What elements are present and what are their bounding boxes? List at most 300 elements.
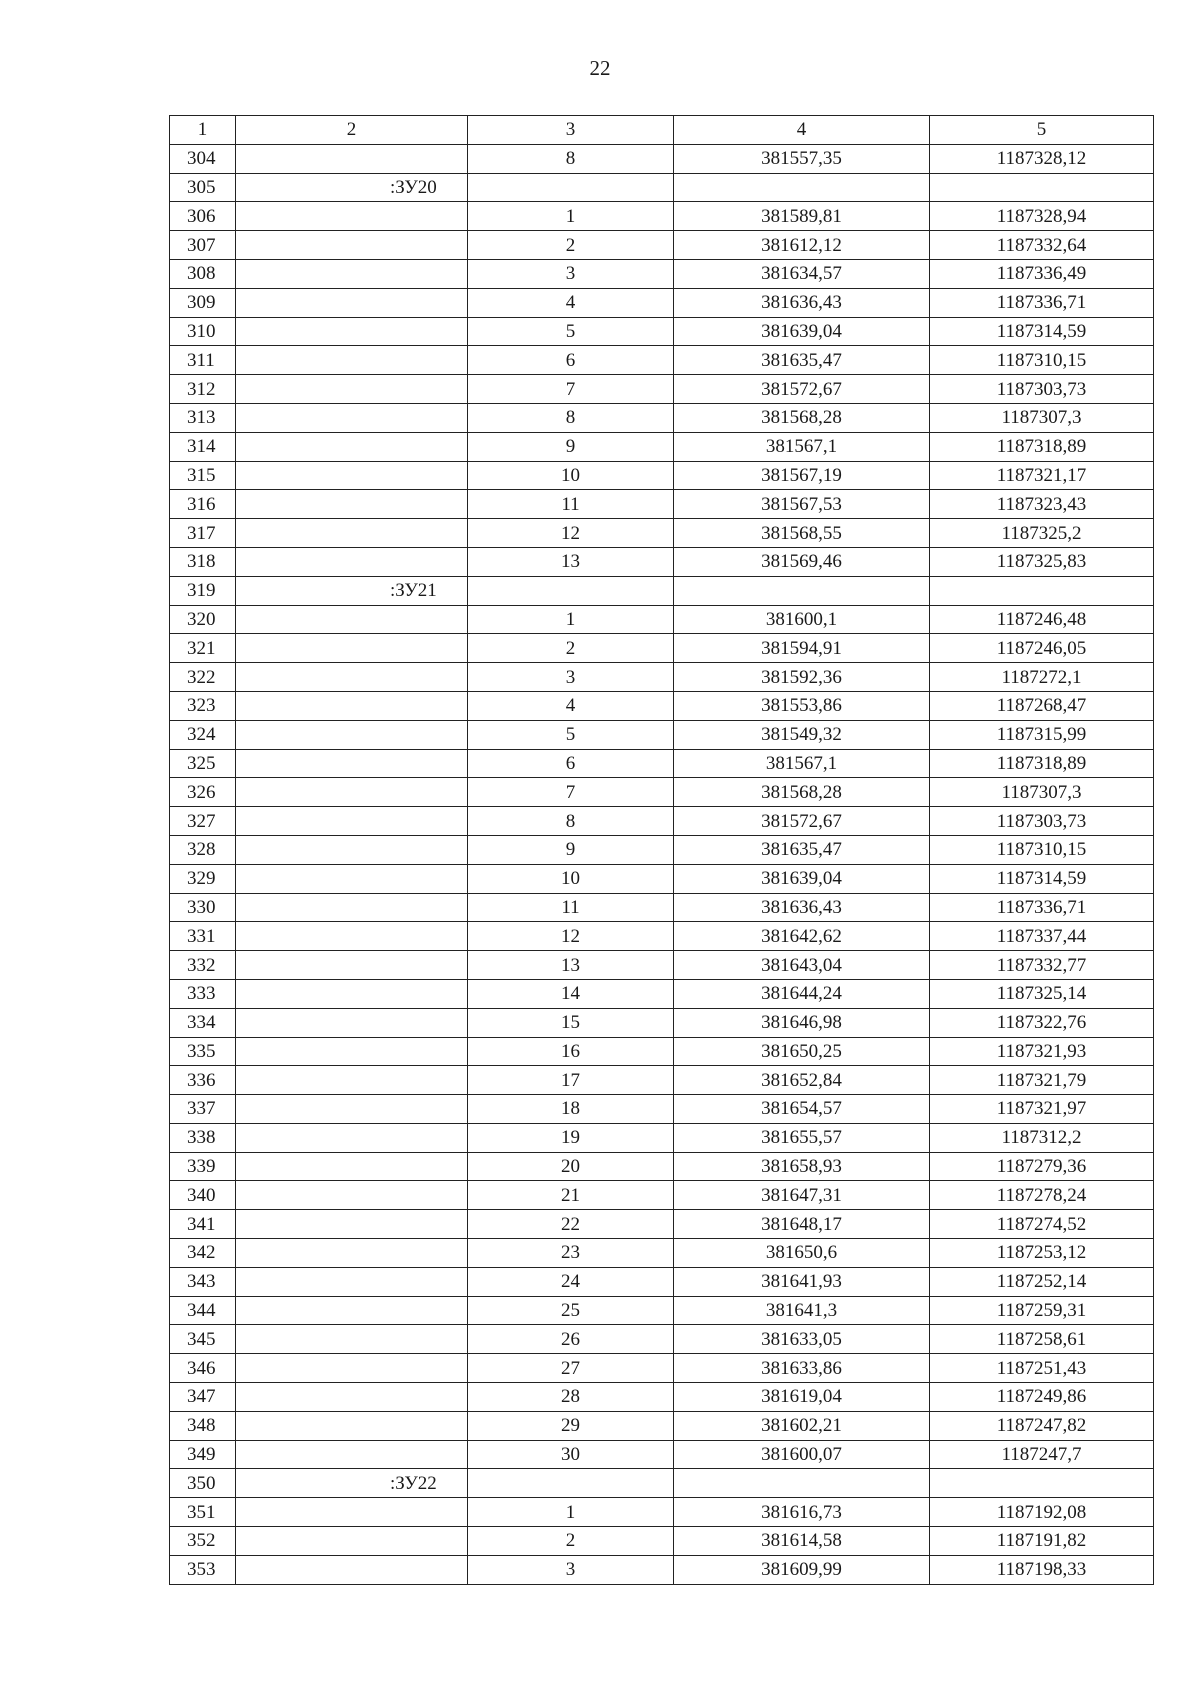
row-number-cell: 314 xyxy=(170,432,236,461)
x-coordinate-cell: 381589,81 xyxy=(674,202,930,231)
row-number-cell: 341 xyxy=(170,1210,236,1239)
parcel-cell xyxy=(236,605,468,634)
y-coordinate-cell: 1187336,71 xyxy=(930,288,1154,317)
row-number-cell: 349 xyxy=(170,1440,236,1469)
x-coordinate-cell: 381592,36 xyxy=(674,663,930,692)
point-number-cell: 12 xyxy=(468,519,674,548)
parcel-cell xyxy=(236,1440,468,1469)
table-row xyxy=(170,375,1154,404)
x-coordinate-cell: 381658,93 xyxy=(674,1152,930,1181)
y-coordinate-cell: 1187321,93 xyxy=(930,1037,1154,1066)
row-number-cell: 347 xyxy=(170,1383,236,1412)
point-number-cell: 2 xyxy=(468,231,674,260)
table-row xyxy=(170,1498,1154,1527)
table-row xyxy=(170,807,1154,836)
table-row xyxy=(170,461,1154,490)
point-number-cell: 14 xyxy=(468,979,674,1008)
table-row xyxy=(170,1210,1154,1239)
parcel-cell xyxy=(236,1498,468,1527)
parcel-cell xyxy=(236,346,468,375)
point-number-cell: 22 xyxy=(468,1210,674,1239)
table-header xyxy=(170,116,1154,145)
row-number-cell: 332 xyxy=(170,951,236,980)
row-number-cell: 319 xyxy=(170,576,236,605)
parcel-cell xyxy=(236,778,468,807)
parcel-cell: :ЗУ21 xyxy=(236,576,468,605)
table-row xyxy=(170,922,1154,951)
y-coordinate-cell: 1187332,77 xyxy=(930,951,1154,980)
y-coordinate-cell: 1187325,2 xyxy=(930,519,1154,548)
row-number-cell: 330 xyxy=(170,893,236,922)
x-coordinate-cell: 381635,47 xyxy=(674,346,930,375)
table-body xyxy=(170,144,1154,1584)
table-row xyxy=(170,173,1154,202)
y-coordinate-cell: 1187332,64 xyxy=(930,231,1154,260)
x-coordinate-cell: 381636,43 xyxy=(674,893,930,922)
x-coordinate-cell: 381650,25 xyxy=(674,1037,930,1066)
parcel-cell xyxy=(236,922,468,951)
row-number-cell: 312 xyxy=(170,375,236,404)
point-number-cell: 10 xyxy=(468,461,674,490)
row-number-cell: 345 xyxy=(170,1325,236,1354)
y-coordinate-cell: 1187259,31 xyxy=(930,1296,1154,1325)
table-row xyxy=(170,288,1154,317)
table-row xyxy=(170,1383,1154,1412)
table-row xyxy=(170,547,1154,576)
y-coordinate-cell: 1187325,83 xyxy=(930,547,1154,576)
y-coordinate-cell: 1187321,79 xyxy=(930,1066,1154,1095)
parcel-cell xyxy=(236,979,468,1008)
x-coordinate-cell: 381557,35 xyxy=(674,144,930,173)
row-number-cell: 335 xyxy=(170,1037,236,1066)
point-number-cell: 5 xyxy=(468,317,674,346)
y-coordinate-cell: 1187336,49 xyxy=(930,259,1154,288)
x-coordinate-cell xyxy=(674,576,930,605)
parcel-cell xyxy=(236,547,468,576)
table-row xyxy=(170,1527,1154,1556)
point-number-cell: 17 xyxy=(468,1066,674,1095)
point-number-cell: 30 xyxy=(468,1440,674,1469)
x-coordinate-cell: 381655,57 xyxy=(674,1123,930,1152)
table-row xyxy=(170,893,1154,922)
y-coordinate-cell: 1187318,89 xyxy=(930,749,1154,778)
x-coordinate-cell: 381639,04 xyxy=(674,317,930,346)
x-coordinate-cell: 381647,31 xyxy=(674,1181,930,1210)
point-number-cell: 1 xyxy=(468,202,674,231)
y-coordinate-cell: 1187328,94 xyxy=(930,202,1154,231)
row-number-cell: 337 xyxy=(170,1095,236,1124)
row-number-cell: 304 xyxy=(170,144,236,173)
y-coordinate-cell: 1187258,61 xyxy=(930,1325,1154,1354)
point-number-cell: 2 xyxy=(468,1527,674,1556)
header-cell-2: 2 xyxy=(236,116,468,145)
y-coordinate-cell: 1187315,99 xyxy=(930,720,1154,749)
y-coordinate-cell xyxy=(930,1469,1154,1498)
table-row xyxy=(170,1411,1154,1440)
x-coordinate-cell: 381636,43 xyxy=(674,288,930,317)
parcel-cell xyxy=(236,461,468,490)
x-coordinate-cell: 381567,53 xyxy=(674,490,930,519)
row-number-cell: 311 xyxy=(170,346,236,375)
row-number-cell: 350 xyxy=(170,1469,236,1498)
x-coordinate-cell xyxy=(674,1469,930,1498)
y-coordinate-cell: 1187268,47 xyxy=(930,691,1154,720)
point-number-cell: 23 xyxy=(468,1239,674,1268)
x-coordinate-cell: 381652,84 xyxy=(674,1066,930,1095)
row-number-cell: 317 xyxy=(170,519,236,548)
parcel-cell: :ЗУ22 xyxy=(236,1469,468,1498)
point-number-cell: 29 xyxy=(468,1411,674,1440)
x-coordinate-cell: 381567,1 xyxy=(674,432,930,461)
x-coordinate-cell xyxy=(674,173,930,202)
row-number-cell: 348 xyxy=(170,1411,236,1440)
row-number-cell: 309 xyxy=(170,288,236,317)
parcel-cell xyxy=(236,259,468,288)
point-number-cell: 12 xyxy=(468,922,674,951)
x-coordinate-cell: 381602,21 xyxy=(674,1411,930,1440)
header-cell-4: 4 xyxy=(674,116,930,145)
x-coordinate-cell: 381648,17 xyxy=(674,1210,930,1239)
y-coordinate-cell: 1187310,15 xyxy=(930,346,1154,375)
y-coordinate-cell: 1187303,73 xyxy=(930,807,1154,836)
y-coordinate-cell: 1187274,52 xyxy=(930,1210,1154,1239)
y-coordinate-cell: 1187337,44 xyxy=(930,922,1154,951)
parcel-cell xyxy=(236,288,468,317)
y-coordinate-cell: 1187314,59 xyxy=(930,317,1154,346)
point-number-cell: 11 xyxy=(468,893,674,922)
parcel-cell xyxy=(236,1123,468,1152)
x-coordinate-cell: 381594,91 xyxy=(674,634,930,663)
y-coordinate-cell: 1187322,76 xyxy=(930,1008,1154,1037)
parcel-cell xyxy=(236,1210,468,1239)
point-number-cell: 5 xyxy=(468,720,674,749)
y-coordinate-cell: 1187272,1 xyxy=(930,663,1154,692)
row-number-cell: 328 xyxy=(170,835,236,864)
parcel-cell xyxy=(236,432,468,461)
row-number-cell: 338 xyxy=(170,1123,236,1152)
parcel-cell xyxy=(236,663,468,692)
point-number-cell: 24 xyxy=(468,1267,674,1296)
point-number-cell: 16 xyxy=(468,1037,674,1066)
parcel-cell xyxy=(236,144,468,173)
row-number-cell: 310 xyxy=(170,317,236,346)
x-coordinate-cell: 381634,57 xyxy=(674,259,930,288)
parcel-cell xyxy=(236,634,468,663)
parcel-cell xyxy=(236,1267,468,1296)
row-number-cell: 352 xyxy=(170,1527,236,1556)
row-number-cell: 344 xyxy=(170,1296,236,1325)
parcel-cell xyxy=(236,1239,468,1268)
row-number-cell: 334 xyxy=(170,1008,236,1037)
point-number-cell: 9 xyxy=(468,835,674,864)
parcel-cell xyxy=(236,691,468,720)
parcel-cell xyxy=(236,1555,468,1584)
table-row xyxy=(170,720,1154,749)
table-row xyxy=(170,864,1154,893)
parcel-cell xyxy=(236,519,468,548)
point-number-cell: 6 xyxy=(468,346,674,375)
row-number-cell: 315 xyxy=(170,461,236,490)
parcel-cell xyxy=(236,1066,468,1095)
parcel-cell xyxy=(236,1296,468,1325)
x-coordinate-cell: 381650,6 xyxy=(674,1239,930,1268)
header-cell-5: 5 xyxy=(930,116,1154,145)
x-coordinate-cell: 381549,32 xyxy=(674,720,930,749)
point-number-cell: 3 xyxy=(468,1555,674,1584)
point-number-cell: 8 xyxy=(468,144,674,173)
point-number-cell: 3 xyxy=(468,663,674,692)
point-number-cell: 19 xyxy=(468,1123,674,1152)
x-coordinate-cell: 381568,55 xyxy=(674,519,930,548)
row-number-cell: 322 xyxy=(170,663,236,692)
parcel-cell: :ЗУ20 xyxy=(236,173,468,202)
table-row xyxy=(170,519,1154,548)
table-row xyxy=(170,634,1154,663)
table-row xyxy=(170,1152,1154,1181)
table-row xyxy=(170,778,1154,807)
y-coordinate-cell xyxy=(930,576,1154,605)
x-coordinate-cell: 381612,12 xyxy=(674,231,930,260)
point-number-cell: 11 xyxy=(468,490,674,519)
table-row xyxy=(170,346,1154,375)
x-coordinate-cell: 381642,62 xyxy=(674,922,930,951)
table-row xyxy=(170,1095,1154,1124)
x-coordinate-cell: 381600,07 xyxy=(674,1440,930,1469)
x-coordinate-cell: 381635,47 xyxy=(674,835,930,864)
table-row xyxy=(170,403,1154,432)
parcel-cell xyxy=(236,375,468,404)
point-number-cell: 2 xyxy=(468,634,674,663)
table-row xyxy=(170,979,1154,1008)
row-number-cell: 306 xyxy=(170,202,236,231)
x-coordinate-cell: 381639,04 xyxy=(674,864,930,893)
x-coordinate-cell: 381644,24 xyxy=(674,979,930,1008)
coordinates-table xyxy=(169,115,1154,1585)
row-number-cell: 326 xyxy=(170,778,236,807)
x-coordinate-cell: 381633,05 xyxy=(674,1325,930,1354)
row-number-cell: 323 xyxy=(170,691,236,720)
row-number-cell: 307 xyxy=(170,231,236,260)
x-coordinate-cell: 381614,58 xyxy=(674,1527,930,1556)
row-number-cell: 327 xyxy=(170,807,236,836)
x-coordinate-cell: 381569,46 xyxy=(674,547,930,576)
point-number-cell: 13 xyxy=(468,951,674,980)
parcel-cell xyxy=(236,893,468,922)
y-coordinate-cell: 1187336,71 xyxy=(930,893,1154,922)
point-number-cell: 9 xyxy=(468,432,674,461)
row-number-cell: 342 xyxy=(170,1239,236,1268)
parcel-cell xyxy=(236,231,468,260)
x-coordinate-cell: 381553,86 xyxy=(674,691,930,720)
point-number-cell: 20 xyxy=(468,1152,674,1181)
point-number-cell xyxy=(468,1469,674,1498)
table-row xyxy=(170,1296,1154,1325)
header-row xyxy=(170,116,1154,145)
parcel-cell xyxy=(236,403,468,432)
x-coordinate-cell: 381609,99 xyxy=(674,1555,930,1584)
row-number-cell: 325 xyxy=(170,749,236,778)
point-number-cell: 8 xyxy=(468,403,674,432)
y-coordinate-cell: 1187246,05 xyxy=(930,634,1154,663)
table-row xyxy=(170,749,1154,778)
header-cell-1: 1 xyxy=(170,116,236,145)
y-coordinate-cell: 1187303,73 xyxy=(930,375,1154,404)
row-number-cell: 305 xyxy=(170,173,236,202)
parcel-cell xyxy=(236,749,468,778)
header-cell-3: 3 xyxy=(468,116,674,145)
point-number-cell: 18 xyxy=(468,1095,674,1124)
y-coordinate-cell: 1187323,43 xyxy=(930,490,1154,519)
y-coordinate-cell: 1187314,59 xyxy=(930,864,1154,893)
row-number-cell: 336 xyxy=(170,1066,236,1095)
x-coordinate-cell: 381641,93 xyxy=(674,1267,930,1296)
y-coordinate-cell: 1187249,86 xyxy=(930,1383,1154,1412)
point-number-cell xyxy=(468,576,674,605)
row-number-cell: 308 xyxy=(170,259,236,288)
y-coordinate-cell: 1187247,82 xyxy=(930,1411,1154,1440)
y-coordinate-cell: 1187318,89 xyxy=(930,432,1154,461)
row-number-cell: 346 xyxy=(170,1354,236,1383)
table-row xyxy=(170,259,1154,288)
y-coordinate-cell: 1187279,36 xyxy=(930,1152,1154,1181)
y-coordinate-cell: 1187307,3 xyxy=(930,778,1154,807)
page-number: 22 xyxy=(589,56,611,80)
table-row xyxy=(170,1469,1154,1498)
x-coordinate-cell: 381616,73 xyxy=(674,1498,930,1527)
y-coordinate-cell: 1187198,33 xyxy=(930,1555,1154,1584)
row-number-cell: 316 xyxy=(170,490,236,519)
parcel-cell xyxy=(236,807,468,836)
y-coordinate-cell: 1187247,7 xyxy=(930,1440,1154,1469)
row-number-cell: 318 xyxy=(170,547,236,576)
point-number-cell: 10 xyxy=(468,864,674,893)
row-number-cell: 339 xyxy=(170,1152,236,1181)
parcel-cell xyxy=(236,202,468,231)
point-number-cell: 4 xyxy=(468,691,674,720)
parcel-cell xyxy=(236,1037,468,1066)
parcel-cell xyxy=(236,1383,468,1412)
y-coordinate-cell: 1187310,15 xyxy=(930,835,1154,864)
parcel-cell xyxy=(236,1411,468,1440)
table-row xyxy=(170,317,1154,346)
table-row xyxy=(170,1008,1154,1037)
y-coordinate-cell: 1187321,17 xyxy=(930,461,1154,490)
table-row xyxy=(170,490,1154,519)
row-number-cell: 340 xyxy=(170,1181,236,1210)
y-coordinate-cell: 1187307,3 xyxy=(930,403,1154,432)
point-number-cell: 28 xyxy=(468,1383,674,1412)
table-row xyxy=(170,1325,1154,1354)
table-row xyxy=(170,951,1154,980)
point-number-cell: 4 xyxy=(468,288,674,317)
row-number-cell: 320 xyxy=(170,605,236,634)
table-row xyxy=(170,1354,1154,1383)
parcel-cell xyxy=(236,317,468,346)
parcel-cell xyxy=(236,1152,468,1181)
parcel-cell xyxy=(236,720,468,749)
point-number-cell: 7 xyxy=(468,375,674,404)
row-number-cell: 324 xyxy=(170,720,236,749)
x-coordinate-cell: 381572,67 xyxy=(674,375,930,404)
table-row xyxy=(170,1440,1154,1469)
table-row xyxy=(170,576,1154,605)
point-number-cell: 1 xyxy=(468,1498,674,1527)
parcel-cell xyxy=(236,1325,468,1354)
x-coordinate-cell: 381567,1 xyxy=(674,749,930,778)
y-coordinate-cell: 1187253,12 xyxy=(930,1239,1154,1268)
point-number-cell: 1 xyxy=(468,605,674,634)
point-number-cell: 8 xyxy=(468,807,674,836)
table-row xyxy=(170,202,1154,231)
table-row xyxy=(170,1037,1154,1066)
x-coordinate-cell: 381633,86 xyxy=(674,1354,930,1383)
row-number-cell: 343 xyxy=(170,1267,236,1296)
table-row xyxy=(170,1066,1154,1095)
point-number-cell xyxy=(468,173,674,202)
point-number-cell: 7 xyxy=(468,778,674,807)
x-coordinate-cell: 381641,3 xyxy=(674,1296,930,1325)
y-coordinate-cell: 1187278,24 xyxy=(930,1181,1154,1210)
table-row xyxy=(170,432,1154,461)
parcel-cell xyxy=(236,1181,468,1210)
row-number-cell: 313 xyxy=(170,403,236,432)
parcel-cell xyxy=(236,490,468,519)
table-row xyxy=(170,231,1154,260)
x-coordinate-cell: 381654,57 xyxy=(674,1095,930,1124)
table-row xyxy=(170,1123,1154,1152)
y-coordinate-cell: 1187328,12 xyxy=(930,144,1154,173)
x-coordinate-cell: 381568,28 xyxy=(674,403,930,432)
table-row xyxy=(170,691,1154,720)
table-row xyxy=(170,1555,1154,1584)
point-number-cell: 3 xyxy=(468,259,674,288)
y-coordinate-cell: 1187191,82 xyxy=(930,1527,1154,1556)
table-row xyxy=(170,663,1154,692)
row-number-cell: 321 xyxy=(170,634,236,663)
table-row xyxy=(170,1181,1154,1210)
row-number-cell: 351 xyxy=(170,1498,236,1527)
row-number-cell: 329 xyxy=(170,864,236,893)
table-row xyxy=(170,835,1154,864)
table-row xyxy=(170,144,1154,173)
point-number-cell: 27 xyxy=(468,1354,674,1383)
row-number-cell: 353 xyxy=(170,1555,236,1584)
y-coordinate-cell: 1187312,2 xyxy=(930,1123,1154,1152)
y-coordinate-cell: 1187192,08 xyxy=(930,1498,1154,1527)
x-coordinate-cell: 381567,19 xyxy=(674,461,930,490)
parcel-cell xyxy=(236,1095,468,1124)
y-coordinate-cell: 1187252,14 xyxy=(930,1267,1154,1296)
parcel-cell xyxy=(236,951,468,980)
point-number-cell: 21 xyxy=(468,1181,674,1210)
point-number-cell: 13 xyxy=(468,547,674,576)
row-number-cell: 331 xyxy=(170,922,236,951)
point-number-cell: 6 xyxy=(468,749,674,778)
table-row xyxy=(170,605,1154,634)
x-coordinate-cell: 381568,28 xyxy=(674,778,930,807)
point-number-cell: 15 xyxy=(468,1008,674,1037)
table-row xyxy=(170,1267,1154,1296)
y-coordinate-cell xyxy=(930,173,1154,202)
y-coordinate-cell: 1187321,97 xyxy=(930,1095,1154,1124)
row-number-cell: 333 xyxy=(170,979,236,1008)
parcel-cell xyxy=(236,1354,468,1383)
parcel-cell xyxy=(236,864,468,893)
x-coordinate-cell: 381600,1 xyxy=(674,605,930,634)
y-coordinate-cell: 1187325,14 xyxy=(930,979,1154,1008)
x-coordinate-cell: 381643,04 xyxy=(674,951,930,980)
x-coordinate-cell: 381646,98 xyxy=(674,1008,930,1037)
